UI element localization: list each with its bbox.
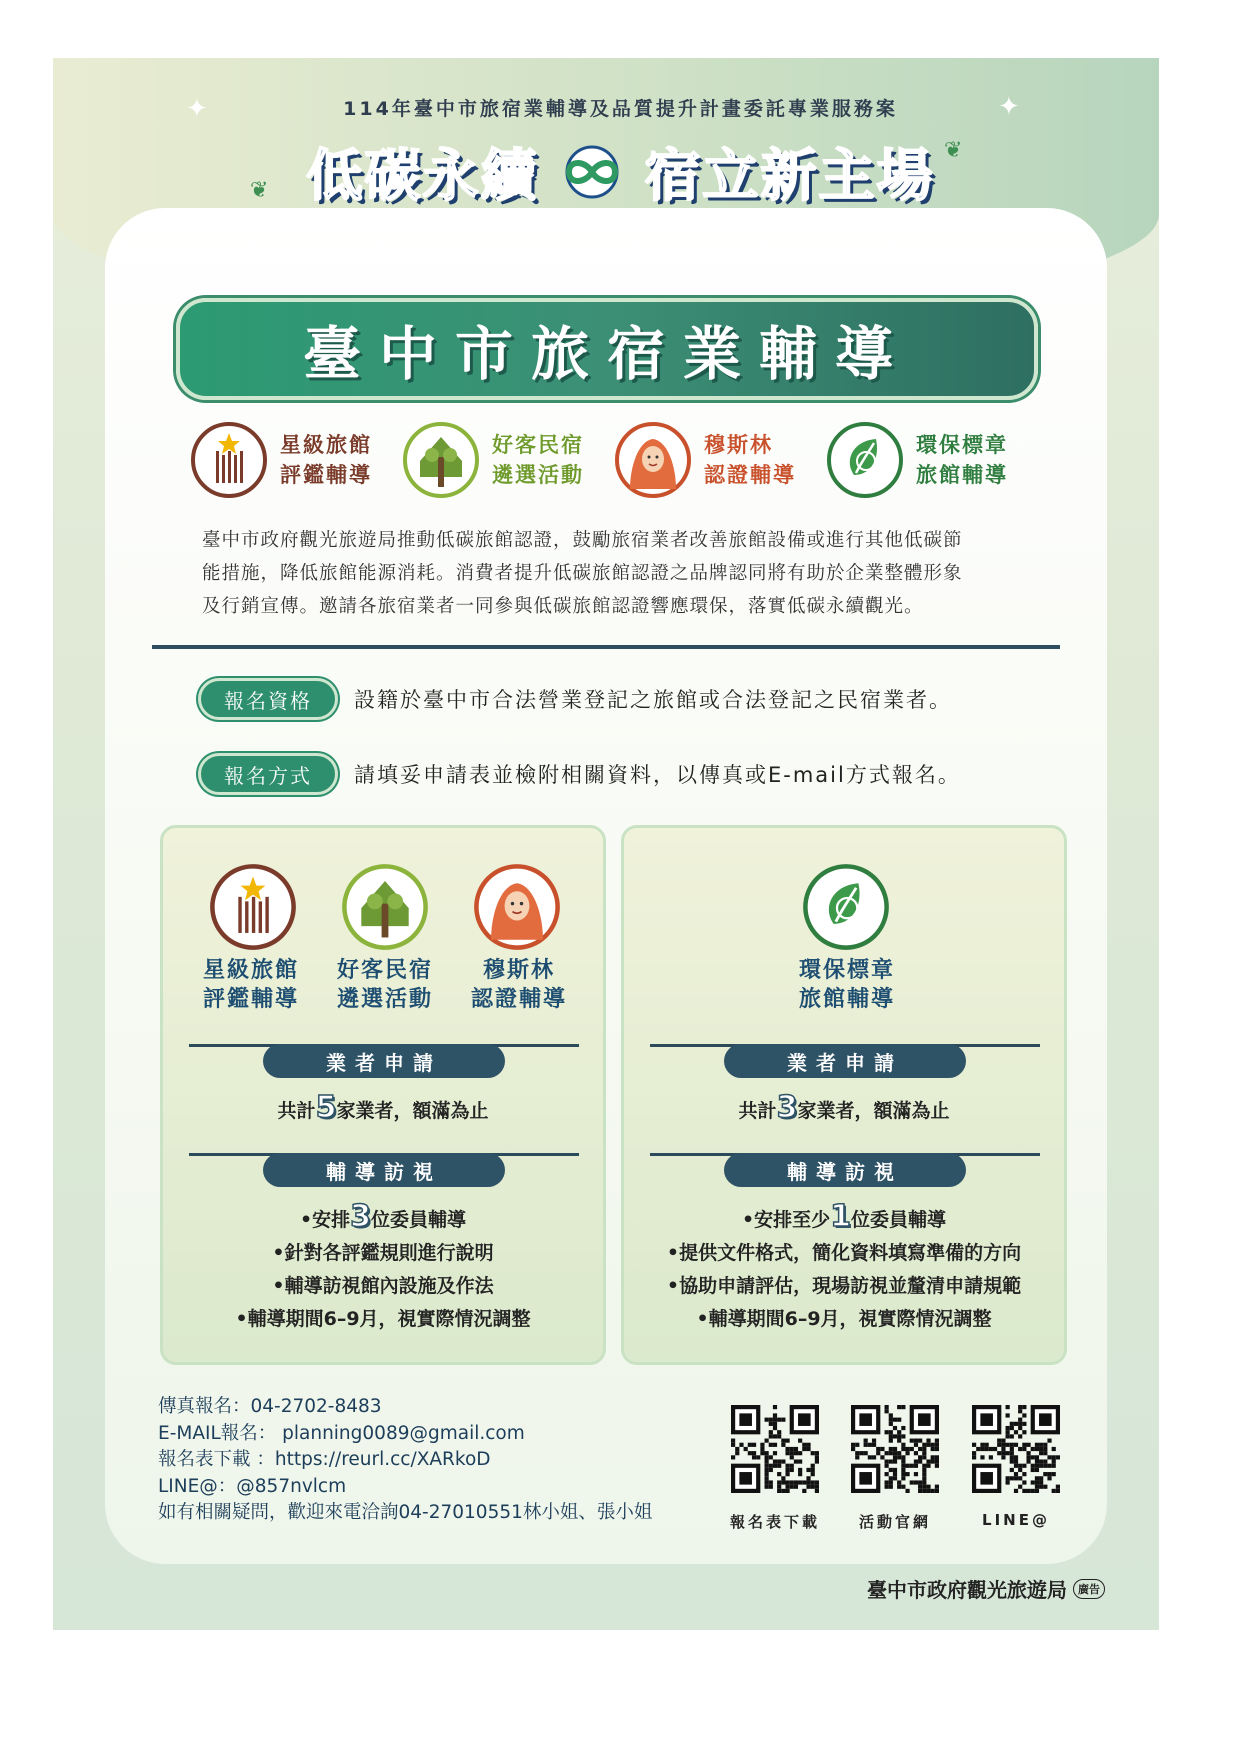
bullet-item [624, 1200, 1064, 1237]
category-label-line2: 評鑑輔導 [280, 463, 372, 487]
visit-bullets [163, 1200, 603, 1336]
sparkle-icon: ✦ [998, 92, 1020, 122]
eligibility-pill: 報名資格 [198, 678, 338, 720]
panel-label-line2: 認證輔導 [470, 987, 567, 1012]
requirement-method [198, 752, 961, 796]
panel-label-homestay [325, 956, 445, 1014]
main-banner [176, 298, 1038, 400]
sparkle-icon: ✦ [186, 94, 208, 124]
qr-event-site[interactable] [851, 1405, 939, 1531]
bullet-prefix: •安排 [299, 1209, 351, 1231]
category-star-hotel [190, 420, 372, 500]
count-suffix: 家業者，額滿為止 [797, 1100, 950, 1122]
bullet-item: •針對各評鑑規則進行說明 [272, 1242, 494, 1264]
campaign-right-text: 宿立新主場 [644, 144, 935, 209]
panel-label-line1: 好客民宿 [336, 958, 433, 983]
star-hotel-icon [209, 863, 297, 951]
panel-label-line1: 穆斯林 [482, 958, 555, 983]
apply-tag: 業者申請 [263, 1044, 505, 1078]
ad-badge: 廣告 [1073, 1579, 1105, 1599]
bullet-suffix: 位委員輔導 [851, 1209, 947, 1231]
category-label-line1: 穆斯林 [704, 433, 773, 457]
count-number: 5 [315, 1090, 337, 1125]
banner-title: 臺中市旅宿業輔導 [302, 320, 911, 388]
bullet-item: •輔導訪視館內設施及作法 [272, 1275, 494, 1297]
panel-label-star-hotel [191, 956, 311, 1014]
intro-line: 能措施，降低旅館能源消耗。消費者提升低碳旅館認證之品牌認同將有助於企業整體形象 [202, 563, 963, 584]
agency-name: 臺中市政府觀光旅遊局 [867, 1578, 1067, 1602]
panel-label-line1: 星級旅館 [202, 958, 299, 983]
apply-count [624, 1090, 1064, 1125]
method-pill: 報名方式 [198, 753, 338, 795]
qr-label: 活動官網 [858, 1513, 931, 1531]
category-homestay [402, 420, 584, 500]
contact-phone: 如有相關疑問，歡迎來電洽詢04-27010551林小姐、張小姐 [158, 1502, 653, 1523]
qr-label: 報名表下載 [729, 1513, 820, 1531]
muslim-woman-icon [473, 863, 561, 951]
count-number: 3 [776, 1090, 798, 1125]
contact-info [158, 1394, 652, 1527]
qr-label: LINE@ [982, 1511, 1050, 1529]
bullet-suffix: 位委員輔導 [371, 1209, 467, 1231]
qr-line[interactable] [972, 1405, 1060, 1529]
visit-tag: 輔導訪視 [724, 1153, 966, 1187]
category-label-line2: 旅館輔導 [916, 463, 1008, 487]
apply-count [163, 1090, 603, 1125]
category-label-line2: 認證輔導 [704, 463, 796, 487]
category-row [190, 420, 1050, 500]
bullet-item: •協助申請評估，現場訪視並釐清申請規範 [666, 1275, 1022, 1297]
visit-tag: 輔導訪視 [263, 1153, 505, 1187]
count-prefix: 共計 [277, 1100, 316, 1122]
category-label-line1: 環保標章 [916, 433, 1008, 457]
bullet-prefix: •安排至少 [741, 1209, 831, 1231]
visit-bullets [624, 1200, 1064, 1336]
leaf-icon: ❦ [250, 178, 269, 203]
project-subtitle: 114年臺中市旅宿業輔導及品質提升計畫委託專業服務案 [343, 98, 898, 120]
bullet-item [163, 1200, 603, 1237]
muslim-woman-icon [614, 421, 692, 499]
star-hotel-icon [190, 421, 268, 499]
eligibility-text: 設籍於臺中市合法營業登記之旅館或合法登記之民宿業者。 [354, 688, 952, 712]
qr-code-icon[interactable] [972, 1405, 1060, 1493]
category-label-line1: 好客民宿 [492, 433, 584, 457]
panel-label-line2: 遴選活動 [336, 987, 433, 1012]
category-green-mark [826, 420, 1008, 500]
panel-label-muslim [459, 956, 579, 1014]
green-mark-icon [826, 421, 904, 499]
contact-line: LINE@：@857nvlcm [158, 1475, 347, 1497]
requirement-eligibility [198, 677, 952, 721]
category-label-line1: 星級旅館 [280, 433, 372, 457]
campaign-left-text: 低碳永續 [306, 144, 539, 209]
tree-house-icon [402, 421, 480, 499]
footer-agency [867, 1574, 1105, 1603]
qr-form-download[interactable] [729, 1405, 820, 1531]
bullet-number: 1 [830, 1199, 851, 1234]
count-suffix: 家業者，額滿為止 [336, 1100, 489, 1122]
intro-line: 臺中市政府觀光旅遊局推動低碳旅館認證，鼓勵旅宿業者改善旅館設備或進行其他低碳節 [202, 530, 963, 551]
green-mark-icon [802, 863, 890, 951]
panel-label-line2: 旅館輔導 [798, 987, 895, 1012]
section-divider [152, 645, 1060, 649]
contact-fax: 傳真報名：04-2702-8483 [158, 1396, 382, 1417]
infinity-icon [555, 145, 629, 199]
bullet-item: •提供文件格式，簡化資料填寫準備的方向 [666, 1242, 1022, 1264]
bullet-item: •輔導期間6–9月，視實際情況調整 [235, 1308, 531, 1330]
qr-code-icon[interactable] [731, 1405, 819, 1493]
method-text: 請填妥申請表並檢附相關資料，以傳真或E-mail方式報名。 [354, 763, 961, 787]
category-muslim [614, 420, 796, 500]
panel-label-line2: 評鑑輔導 [202, 987, 299, 1012]
panel-right [621, 825, 1067, 1365]
panel-label-line1: 環保標章 [798, 958, 895, 983]
apply-tag: 業者申請 [724, 1044, 966, 1078]
tree-house-icon [341, 863, 429, 951]
intro-paragraph [202, 524, 1014, 623]
contact-email[interactable]: E-MAIL報名： planning0089@gmail.com [158, 1422, 525, 1444]
contact-form-link[interactable]: 報名表下載 ：https://reurl.cc/XARkoD [158, 1449, 491, 1470]
panel-label-green-mark [767, 956, 927, 1014]
campaign-title [0, 132, 1241, 212]
count-prefix: 共計 [738, 1100, 777, 1122]
bullet-number: 3 [350, 1199, 371, 1234]
panel-left [160, 825, 606, 1365]
leaf-icon: ❦ [944, 138, 963, 163]
qr-code-icon[interactable] [851, 1405, 939, 1493]
category-label-line2: 遴選活動 [492, 463, 584, 487]
bullet-item: •輔導期間6–9月，視實際情況調整 [696, 1308, 992, 1330]
intro-line: 及行銷宣傳。邀請各旅宿業者一同參與低碳旅館認證響應環保，落實低碳永續觀光。 [202, 596, 924, 617]
